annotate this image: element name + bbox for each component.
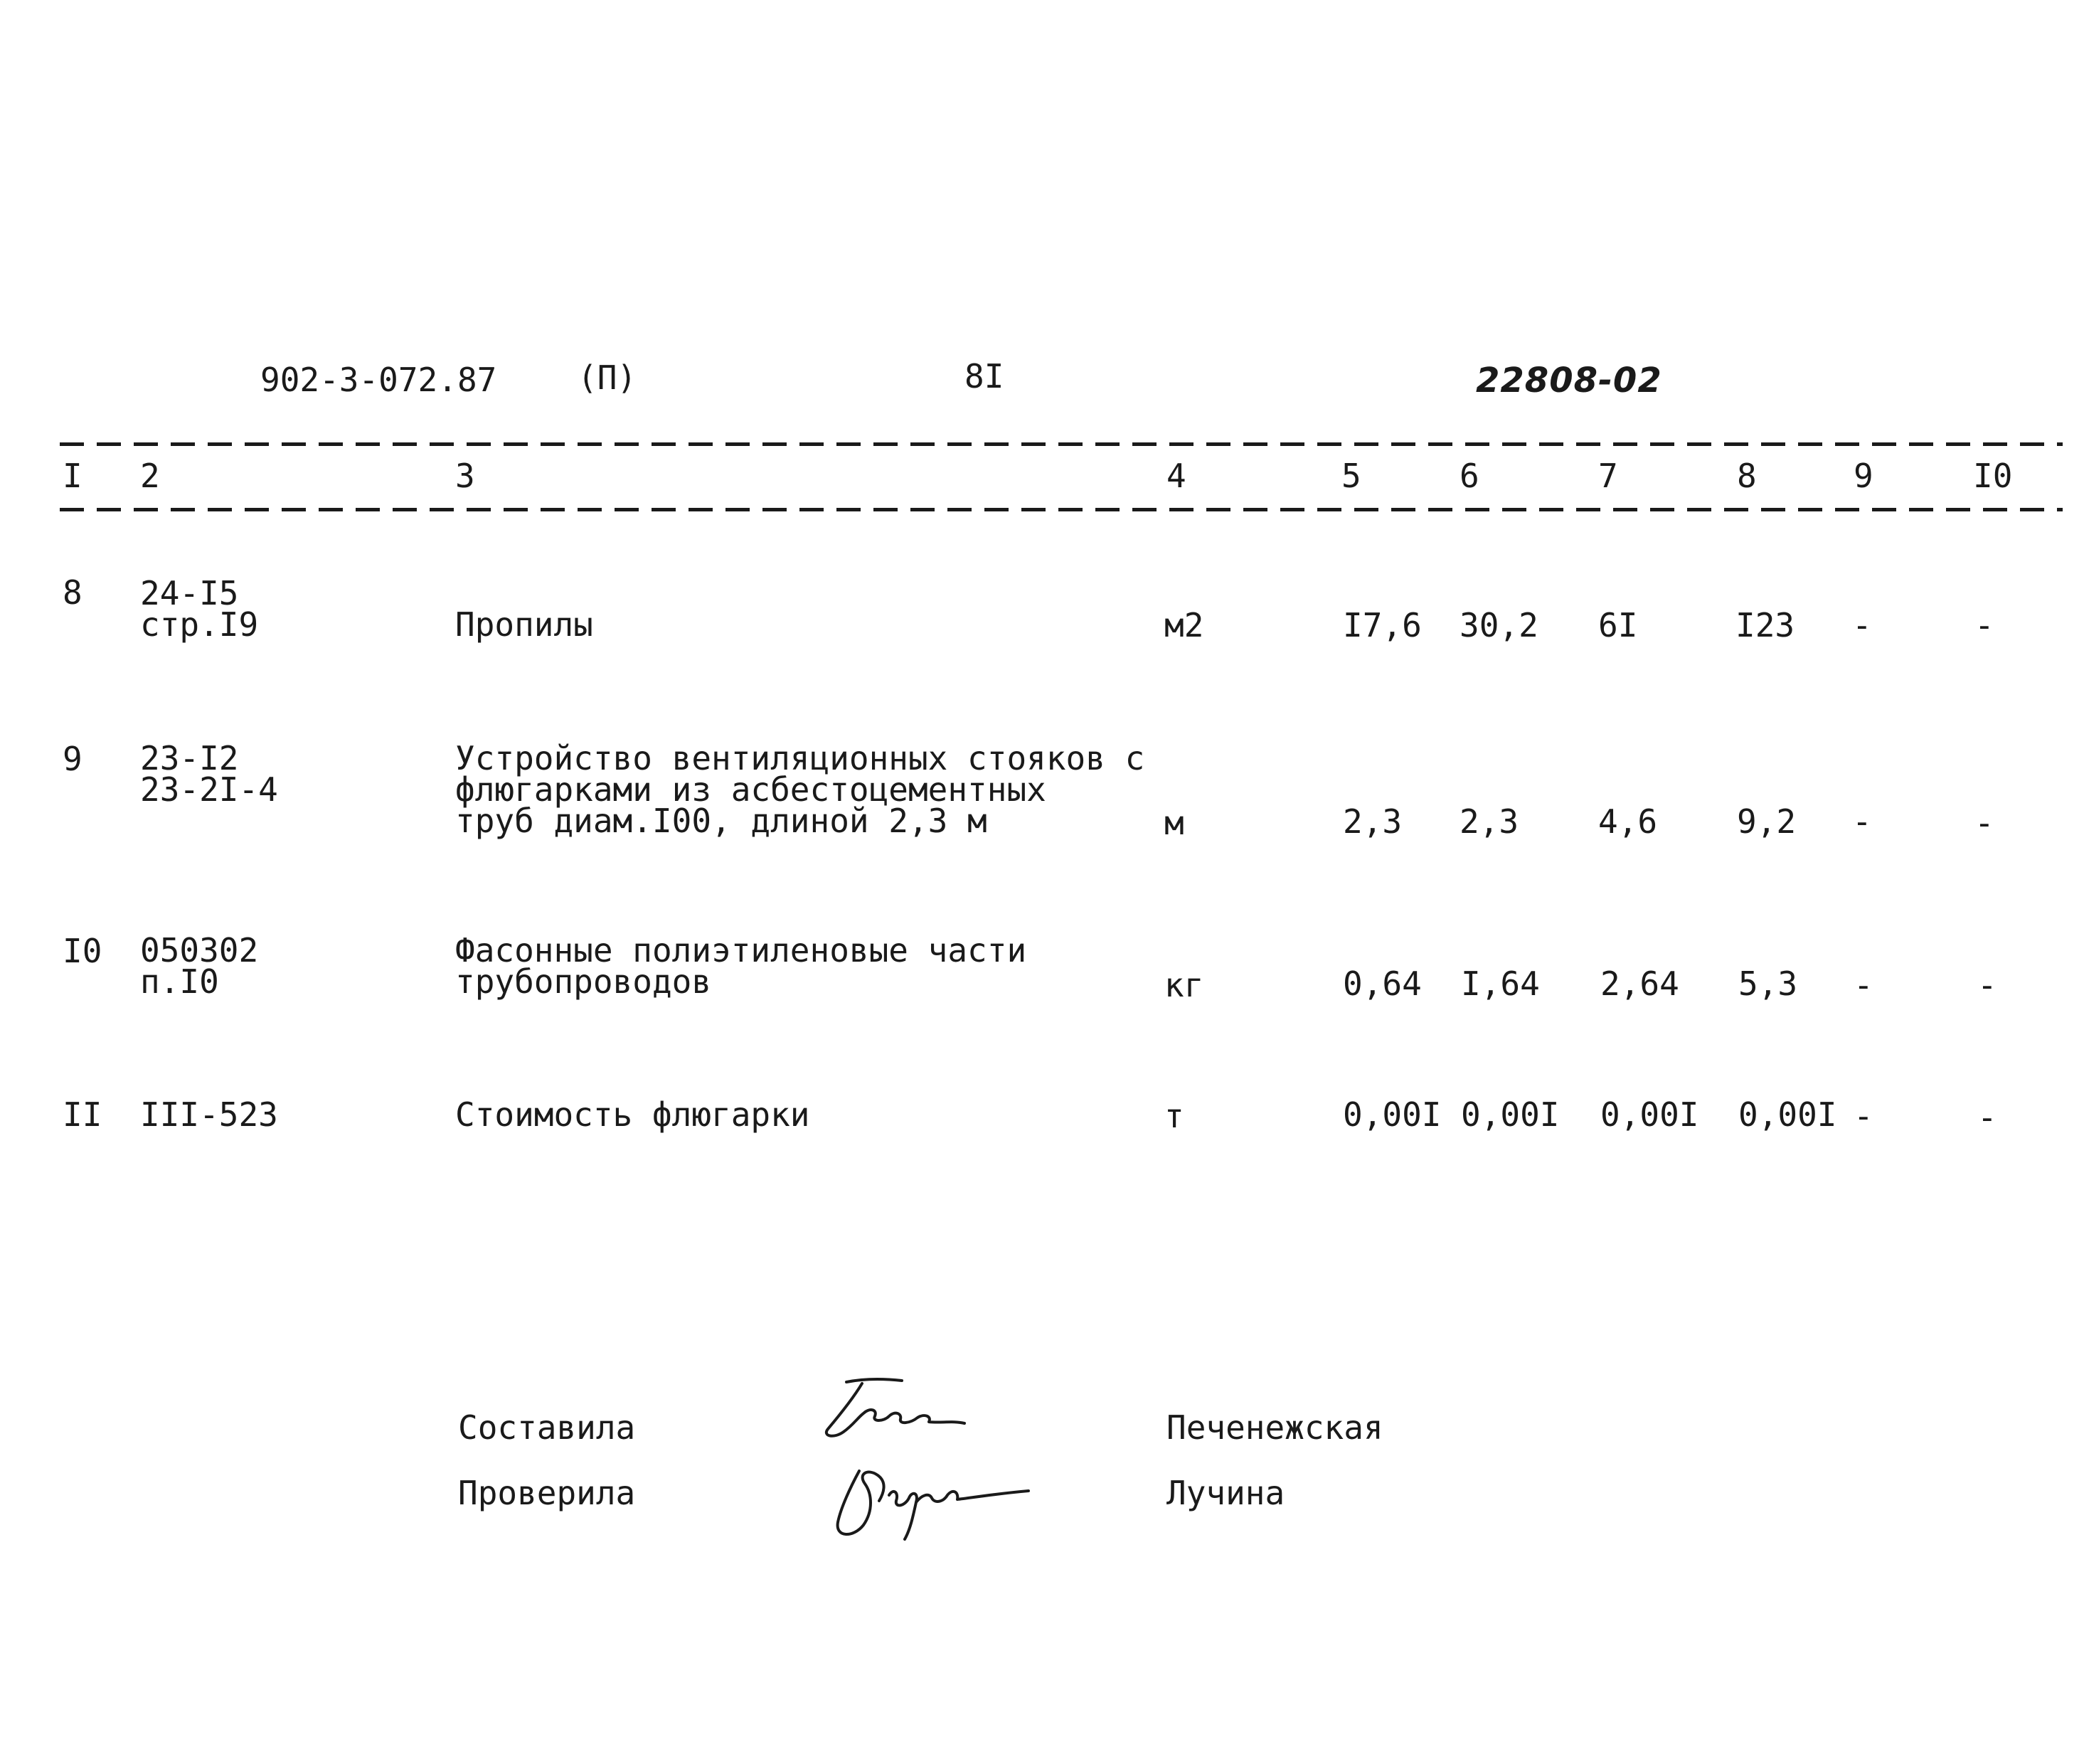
row-col9: -	[1852, 802, 1872, 841]
row-col9: -	[1854, 1097, 1873, 1135]
row-description: Фасонные полиэтиленовые части трубопроводов	[455, 931, 1027, 1001]
page-number: 8I	[964, 357, 1004, 395]
row-col5: 2,3	[1343, 802, 1403, 841]
row-col10: -	[1974, 804, 1994, 842]
row-col7: 0,00I	[1600, 1095, 1699, 1134]
row-col5: 0,64	[1343, 965, 1422, 1003]
row-col8: 5,3	[1738, 965, 1798, 1003]
row-reference: III-523	[140, 1095, 278, 1134]
row-col10: -	[1977, 966, 1997, 1004]
row-col7: 4,6	[1598, 802, 1658, 841]
column-header-10: I0	[1973, 457, 2013, 495]
row-col6: I,64	[1461, 965, 1540, 1003]
row-reference: 23-I2 23-2I-4	[140, 739, 278, 809]
stamp-number: 22808-02	[1476, 361, 1662, 400]
row-col7: 6I	[1598, 606, 1638, 644]
row-col6: 2,3	[1460, 802, 1519, 841]
row-unit: кг	[1164, 966, 1204, 1004]
row-number: 9	[63, 740, 83, 778]
row-col8: 9,2	[1737, 802, 1797, 841]
row-description: Пропилы	[455, 605, 593, 644]
row-reference: 24-I5 стр.I9	[140, 574, 259, 644]
row-col5: I7,6	[1343, 606, 1422, 644]
row-col10: -	[1974, 606, 1994, 644]
compiled-signature-icon	[818, 1376, 974, 1447]
row-number: II	[63, 1095, 102, 1134]
column-header-3: 3	[455, 457, 475, 495]
column-header-8: 8	[1737, 457, 1757, 495]
row-col8: I23	[1735, 606, 1795, 644]
column-header-1: I	[63, 457, 83, 495]
row-col9: -	[1854, 966, 1873, 1004]
checked-signature-icon	[825, 1451, 1038, 1544]
row-number: I0	[63, 932, 102, 970]
column-header-9: 9	[1854, 457, 1873, 495]
column-header-6: 6	[1460, 457, 1479, 495]
column-header-4: 4	[1166, 457, 1186, 495]
row-col9: -	[1852, 606, 1872, 644]
row-number: 8	[63, 573, 83, 612]
row-col5: 0,00I	[1343, 1095, 1442, 1134]
row-col10: -	[1977, 1098, 1997, 1137]
document-part: (П)	[578, 358, 637, 397]
compiled-by-name: Печенежская	[1166, 1408, 1383, 1447]
row-unit: т	[1164, 1097, 1184, 1135]
checked-by-label: Проверила	[458, 1474, 636, 1512]
column-header-2: 2	[140, 457, 160, 495]
table-header-rule	[60, 508, 2063, 511]
compiled-by-label: Составила	[458, 1408, 636, 1447]
row-unit: м	[1164, 804, 1184, 842]
checked-by-name: Лучина	[1166, 1474, 1285, 1512]
row-col7: 2,64	[1600, 965, 1679, 1003]
row-col6: 0,00I	[1461, 1095, 1560, 1134]
row-description: Стоимость флюгарки	[455, 1095, 810, 1134]
column-header-5: 5	[1341, 457, 1361, 495]
row-col6: 30,2	[1460, 606, 1538, 644]
row-description: Устройство вентиляционных стояков с флюгарками из асбестоцементных труб диам.I00, длиной 2,3 м	[455, 739, 1145, 840]
row-reference: 050302 п.I0	[140, 931, 259, 1001]
document-code: 902-3-072.87	[260, 361, 497, 399]
row-col8: 0,00I	[1738, 1095, 1837, 1134]
row-unit: м2	[1164, 606, 1204, 644]
table-top-rule	[60, 442, 2063, 446]
column-header-7: 7	[1598, 457, 1618, 495]
